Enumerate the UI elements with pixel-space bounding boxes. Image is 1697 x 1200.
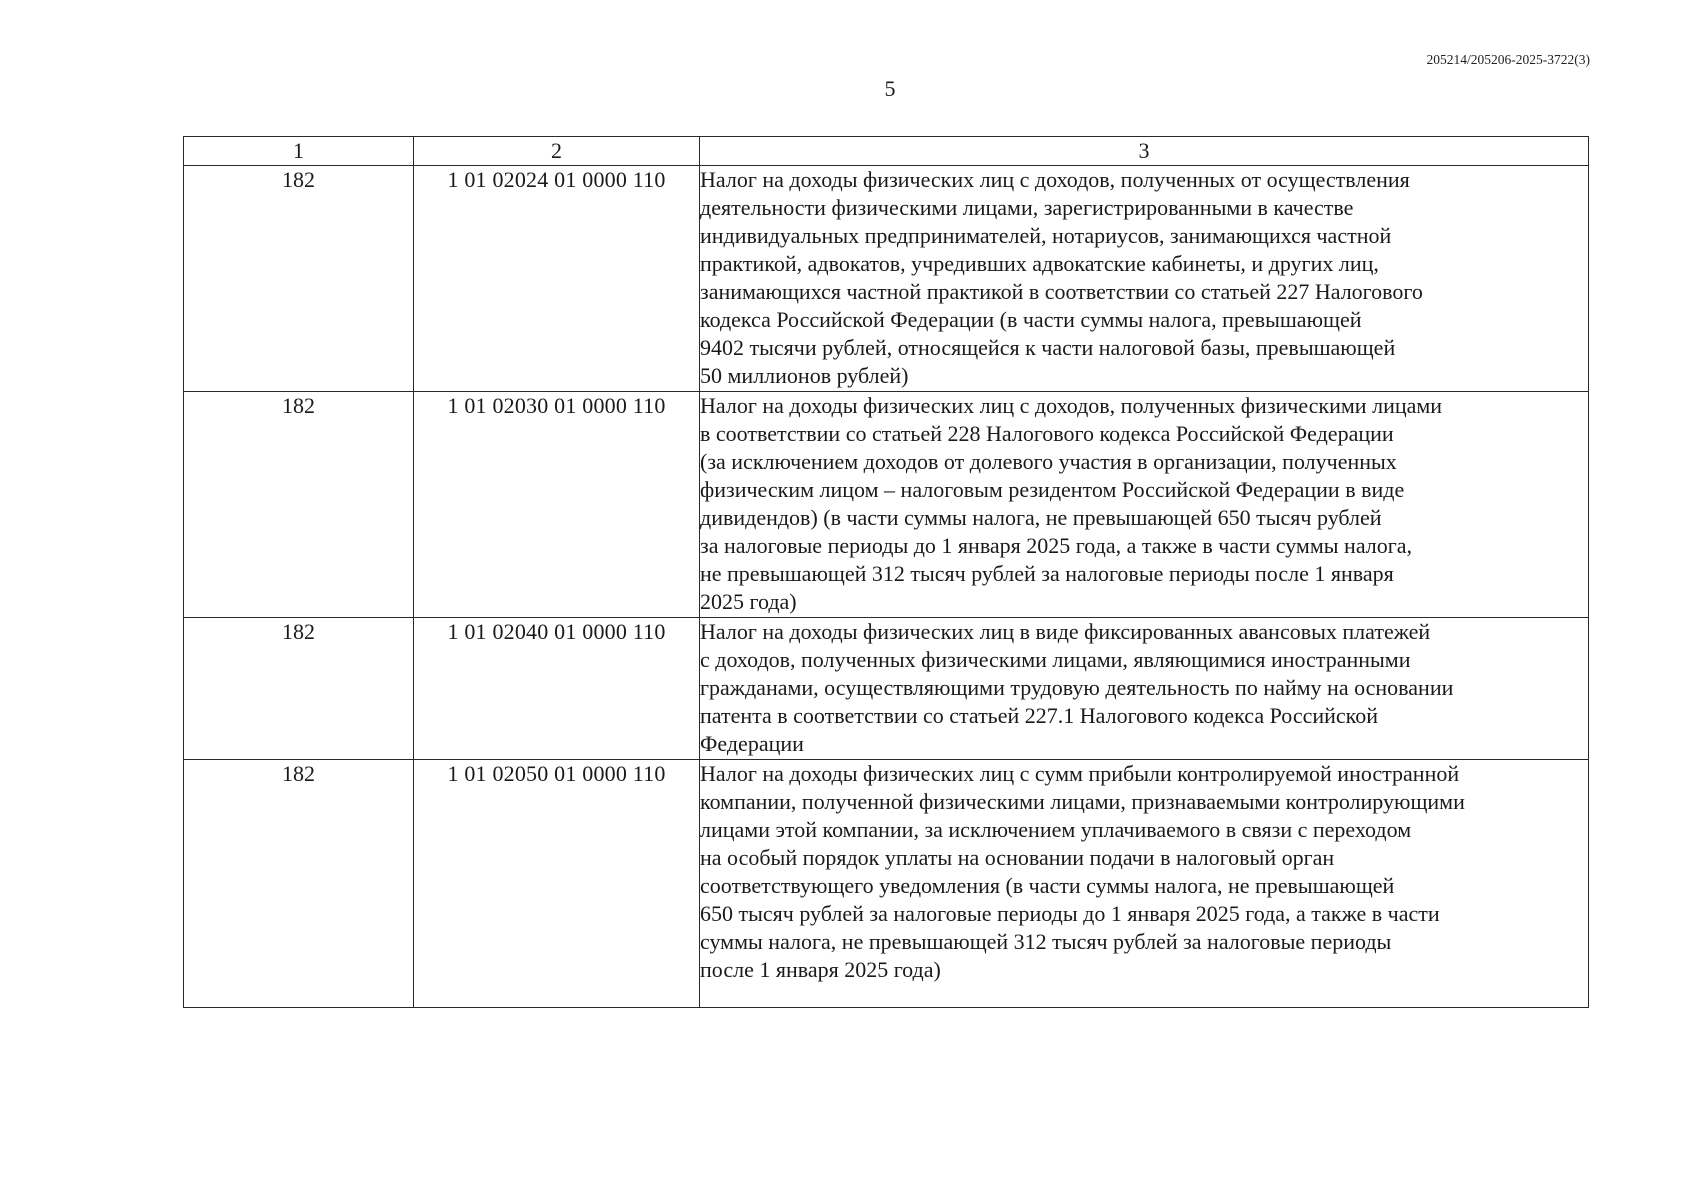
name-line: 650 тысяч рублей за налоговые периоды до 1 января 2025 года, а также в части: [700, 901, 1440, 926]
table-row: [184, 392, 1589, 618]
kbk-code-cell: 1 01 02024 01 0000 110: [414, 166, 700, 392]
header-cell-1: 1: [184, 137, 414, 166]
income-name-cell: [700, 166, 1589, 392]
name-line: Налог на доходы физических лиц в виде фиксированных авансовых платежей: [700, 619, 1431, 644]
name-line: соответствующего уведомления (в части суммы налога, не превышающей: [700, 873, 1395, 898]
name-line: дивидендов) (в части суммы налога, не превышающей 650 тысяч рублей: [700, 505, 1382, 530]
name-line: компании, полученной физическими лицами, признаваемыми контролирующими: [700, 789, 1465, 814]
name-line: физическим лицом – налоговым резидентом Российской Федерации в виде: [700, 477, 1405, 502]
name-line: 50 миллионов рублей): [700, 363, 909, 388]
income-name-cell: [700, 760, 1589, 1008]
name-line: практикой, адвокатов, учредивших адвокатские кабинеты, и других лиц,: [700, 251, 1379, 276]
name-line: на особый порядок уплаты на основании подачи в налоговый орган: [700, 845, 1335, 870]
name-line: гражданами, осуществляющими трудовую деятельность по найму на основании: [700, 675, 1454, 700]
name-line: не превышающей 312 тысяч рублей за налоговые периоды после 1 января: [700, 561, 1394, 586]
name-line: Федерации: [700, 731, 804, 756]
admin-code-cell: 182: [184, 760, 414, 1008]
name-line: 9402 тысячи рублей, относящейся к части налоговой базы, превышающей: [700, 335, 1396, 360]
name-line: индивидуальных предпринимателей, нотариусов, занимающихся частной: [700, 223, 1392, 248]
name-line: Налог на доходы физических лиц с сумм прибыли контролируемой иностранной: [700, 761, 1460, 786]
budget-codes-table: [183, 136, 1589, 1008]
name-line: суммы налога, не превышающей 312 тысяч рублей за налоговые периоды: [700, 929, 1392, 954]
document-id: 205214/205206-2025-3722(3): [1426, 52, 1590, 67]
table-header-row: [184, 137, 1589, 166]
admin-code-cell: 182: [184, 618, 414, 760]
name-line: за налоговые периоды до 1 января 2025 года, а также в части суммы налога,: [700, 533, 1413, 558]
page-number: 5: [884, 76, 896, 101]
name-line: Налог на доходы физических лиц с доходов, полученных физическими лицами: [700, 393, 1443, 418]
name-line: деятельности физическими лицами, зарегистрированными в качестве: [700, 195, 1354, 220]
name-line: Налог на доходы физических лиц с доходов, полученных от осуществления: [700, 167, 1410, 192]
table-row: [184, 618, 1589, 760]
header-cell-3: 3: [700, 137, 1589, 166]
income-name-cell: [700, 618, 1589, 760]
name-line: лицами этой компании, за исключением уплачиваемого в связи с переходом: [700, 817, 1412, 842]
name-line: кодекса Российской Федерации (в части суммы налога, превышающей: [700, 307, 1362, 332]
table-row: [184, 760, 1589, 1008]
table-row: [184, 166, 1589, 392]
admin-code-cell: 182: [184, 392, 414, 618]
kbk-code-cell: 1 01 02040 01 0000 110: [414, 618, 700, 760]
kbk-code-cell: 1 01 02050 01 0000 110: [414, 760, 700, 1008]
income-name-cell: [700, 392, 1589, 618]
name-line: с доходов, полученных физическими лицами, являющимися иностранными: [700, 647, 1411, 672]
kbk-code-cell: 1 01 02030 01 0000 110: [414, 392, 700, 618]
name-line: патента в соответствии со статьей 227.1 Налогового кодекса Российской: [700, 703, 1379, 728]
admin-code-cell: 182: [184, 166, 414, 392]
name-line: в соответствии со статьей 228 Налогового кодекса Российской Федерации: [700, 421, 1394, 446]
name-line: (за исключением доходов от долевого участия в организации, полученных: [700, 449, 1397, 474]
header-cell-2: 2: [414, 137, 700, 166]
name-line: 2025 года): [700, 589, 797, 614]
name-line: после 1 января 2025 года): [700, 957, 941, 982]
name-line: занимающихся частной практикой в соответствии со статьей 227 Налогового: [700, 279, 1423, 304]
